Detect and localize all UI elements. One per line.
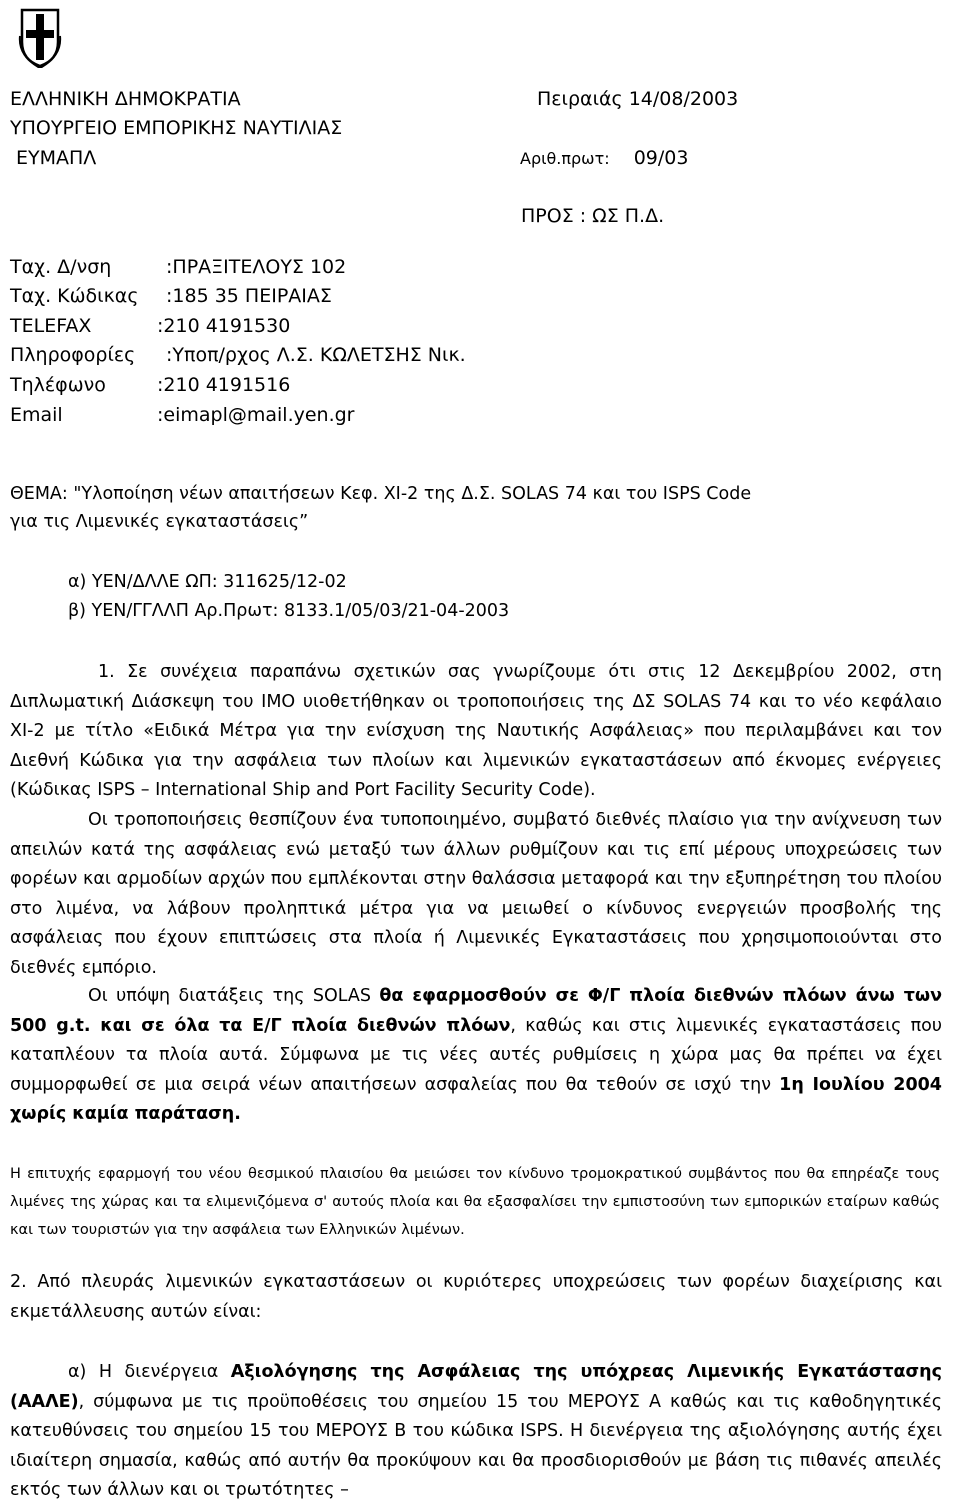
org-line-3: ΕΥΜΑΠΛ: [16, 147, 97, 169]
reference-b: β) ΥΕΝ/ΓΓΛΛΠ Αρ.Πρωτ: 8133.1/05/03/21-04-2003: [68, 601, 510, 621]
paragraph-2-text: Οι τροποποιήσεις θεσπίζουν ένα τυποποιημένο, συμβατό διεθνές πλαίσιο για την ανίχνευση των απειλών κατά της ασφάλειας ενώ μεταξύ των άλλων ρυθμίζουν και τις επί μέρους υποχρεώσεις των φορέων και αρμοδίων αρχών που εμπλέκονται στην θαλάσσια μεταφορά και την εξυπηρέτηση του πλοίου στο λιμένα, να λάβουν προληπτικά μέτρα για να μειωθεί ο κίνδυνος ενεργειών προσβολής της ασφάλειας που έχουν επιπτώσεις στα πλοία ή Λιμενικές Εγκαταστάσεις που χρησιμοποιούνται στο διεθνές εμπόριο.: [10, 810, 942, 978]
place-date: Πειραιάς 14/08/2003: [537, 88, 739, 110]
contact-value-email: :eimapl@mail.yen.gr: [157, 404, 355, 426]
paragraph-6-bold-b: Αξιολόγησης της Ασφάλειας της υπόχρεας Λιμενικής Εγκατάστασης (ΑΑΛΕ): [10, 1362, 942, 1412]
contact-label-telefax: TELEFAX: [10, 315, 92, 337]
subject-line-1: ΘΕΜΑ: "Υλοποίηση νέων απαιτήσεων Κεφ. ΧΙ-2 της Δ.Σ. SOLAS 74 και του ISPS Code: [10, 484, 752, 504]
paragraph-3-text-a: Οι υπόψη διατάξεις της SOLAS: [88, 986, 380, 1006]
greek-coat-of-arms-emblem: [18, 6, 62, 68]
paragraph-5-text: 2. Από πλευράς λιμενικών εγκαταστάσεων οι κυριότερες υποχρεώσεις των φορέων διαχείρισης και εκμετάλλευσης αυτών είναι:: [10, 1272, 942, 1322]
contact-value-phone: :210 4191516: [157, 374, 291, 396]
paragraph-5: [10, 1268, 942, 1327]
paragraph-6: [10, 1358, 942, 1506]
paragraph-4-text: Η επιτυχής εφαρμογή του νέου θεσμικού πλαισίου θα μειώσει τον κίνδυνο τρομοκρατικού συμβάντος που θα επηρέαζε τους λιμένες της χώρας και τα ελιμενιζόμενα σ' αυτούς πλοία και θα εξασφαλίσει την εμπιστοσύνη των εμπορικών εταίρων καθώς και των τουριστών για την ασφάλεια των Ελληνικών λιμένων.: [10, 1166, 940, 1238]
contact-label-address: Ταχ. Δ/νση: [10, 256, 112, 278]
paragraph-3-bold-d: 1η Ιουλίου 2004 χωρίς καμία παράταση.: [10, 1074, 942, 1124]
paragraph-3: [10, 982, 942, 1130]
contact-label-phone: Τηλέφωνο: [10, 374, 106, 396]
reference-a: α) ΥΕΝ/ΔΛΛΕ ΩΠ: 311625/12-02: [68, 572, 347, 592]
paragraph-3-text-c: , καθώς και στις λιμενικές εγκαταστάσεις που καταπλέουν τα πλοία αυτά. Σύμφωνα με τις νέες αυτές ρυθμίσεις η χώρα μας θα πρέπει να έχει συμμορφωθεί σε μια σειρά νέων απαιτήσεων ασφαλείας που θα τεθούν σε ισχύ την: [10, 1015, 942, 1095]
contact-label-email: Email: [10, 404, 63, 426]
contact-value-telefax: :210 4191530: [157, 315, 291, 337]
paragraph-4: [10, 1160, 940, 1244]
paragraph-2: [10, 806, 942, 983]
protocol-label: Αριθ.πρωτ:: [520, 149, 610, 168]
contact-value-postcode: :185 35 ΠΕΙΡΑΙΑΣ: [166, 285, 332, 307]
paragraph-1: [10, 658, 942, 806]
subject-line-2: για τις Λιμενικές εγκαταστάσεις”: [10, 512, 309, 532]
paragraph-6-text-c: , σύμφωνα με τις προϋποθέσεις του σημείου 15 του ΜΕΡΟΥΣ Α καθώς και τις καθοδηγητικές κατευθύνσεις του σημείου 15 του ΜΕΡΟΥΣ Β του κώδικα ISPS. Η διενέργεια της αξιολόγησης αυτής έχει ιδιαίτερη σημασία, καθώς από αυτήν θα προκύψουν και θα προσδιορισθούν με βάση τις πιθανές απειλές εκτός των άλλων και οι τρωτότητες –: [10, 1391, 942, 1500]
org-line-1: ΕΛΛΗΝΙΚΗ ΔΗΜΟΚΡΑΤΙΑ: [10, 88, 241, 110]
contact-label-postcode: Ταχ. Κώδικας: [10, 285, 139, 307]
contact-value-info: :Υποπ/ρχος Λ.Σ. ΚΩΛΕΤΣΗΣ Νικ.: [166, 344, 466, 366]
org-line-2: ΥΠΟΥΡΓΕΙΟ ΕΜΠΟΡΙΚΗΣ ΝΑΥΤΙΛΙΑΣ: [10, 117, 343, 139]
contact-label-info: Πληροφορίες: [10, 344, 136, 366]
paragraph-6-text-a: α) Η διενέργεια: [68, 1362, 231, 1382]
contact-value-address: :ΠΡΑΞΙΤΕΛΟΥΣ 102: [166, 256, 347, 278]
paragraph-1-text: 1. Σε συνέχεια παραπάνω σχετικών σας γνωρίζουμε ότι στις 12 Δεκεμβρίου 2002, στη Διπλωματική Διάσκεψη του ΙΜΟ υιοθετήθηκαν οι τροποποιήσεις της ΔΣ SOLAS 74 και το νέο κεφάλαιο ΧΙ-2 με τίτλο «Ειδικά Μέτρα για την ενίσχυση της Ναυτικής Ασφάλειας» που περιλαμβάνει και τον Διεθνή Κώδικα για την ασφάλεια των πλοίων και λιμενικών εγκαταστάσεων από έκνομες ενέργειες (Κώδικας ISPS – International Ship and Port Facility Security Code).: [10, 662, 942, 800]
protocol-value: 09/03: [633, 147, 689, 169]
paragraph-3-bold-b: θα εφαρμοσθούν σε Φ/Γ πλοία διεθνών πλόων άνω των 500 g.t. και σε όλα τα Ε/Γ πλοία διεθνών πλόων: [10, 986, 943, 1036]
protocol-number: [520, 145, 688, 172]
recipient: ΠΡΟΣ : ΩΣ Π.Δ.: [521, 205, 665, 227]
